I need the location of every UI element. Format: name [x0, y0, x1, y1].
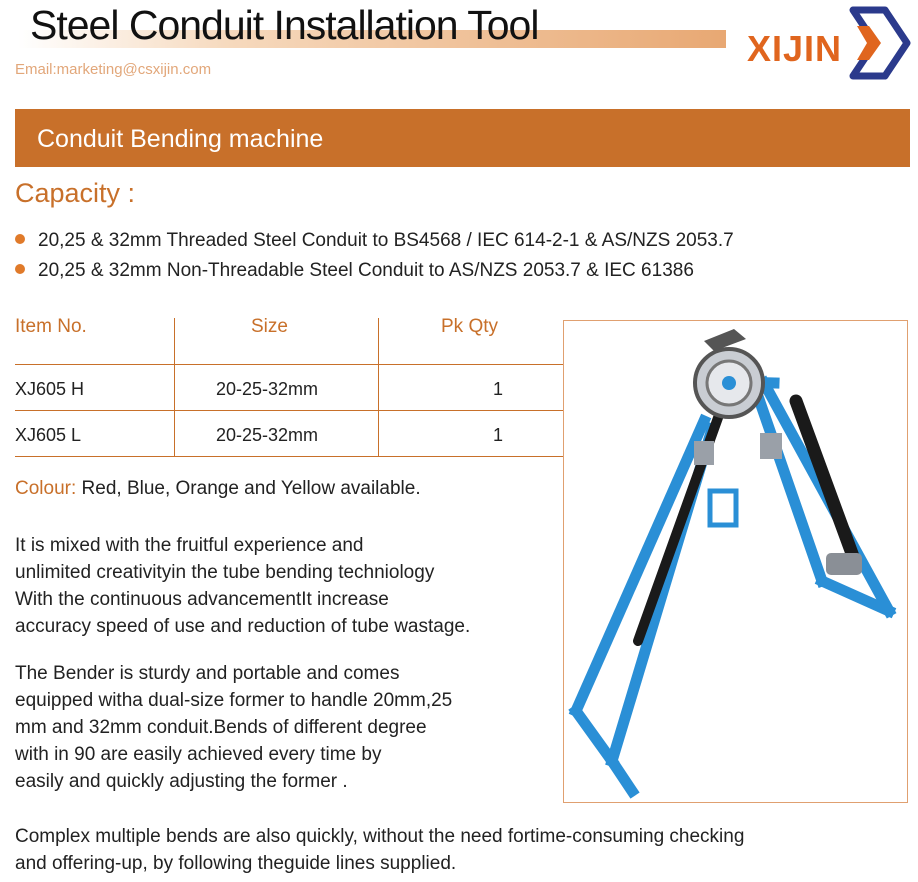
table-bottom-border	[15, 456, 563, 457]
table-cell-pk-qty: 1	[493, 425, 504, 445]
table-cell-size: 20-25-32mm	[216, 379, 319, 399]
table-row-divider	[15, 410, 563, 411]
table-header-item-no: Item No.	[15, 316, 87, 337]
description-paragraph: Complex multiple bends are also quickly, without the need fortime-consuming checking and offering-up, by following theguide lines supplied.	[15, 826, 745, 874]
orange-dot-icon	[15, 234, 25, 244]
section-title: Conduit Bending machine	[37, 125, 324, 153]
conduit-bender-image	[564, 321, 907, 802]
contact-email: Email:marketing@csxijin.com	[15, 61, 212, 78]
table-header-size: Size	[251, 316, 288, 337]
orange-dot-icon	[15, 264, 25, 274]
colour-availability	[15, 478, 421, 500]
description-paragraph: It is mixed with the fruitful experience and unlimited creativityin the tube bending techniology With the continuous advancementIt increase accuracy speed of use and reduction of tube wastage.	[15, 535, 471, 637]
table-column-divider	[174, 318, 175, 456]
chevron-logo-icon	[845, 6, 911, 80]
table-column-divider	[378, 318, 379, 456]
product-photo-frame	[563, 320, 908, 803]
table-cell-item-no: XJ605 L	[15, 425, 82, 445]
capacity-item-text: 20,25 & 32mm Threaded Steel Conduit to BS4568 / IEC 614-2-1 & AS/NZS 2053.7	[38, 230, 734, 251]
description-paragraph: The Bender is sturdy and portable and comes equipped witha dual-size former to handle 20mm,25 mm and 32mm conduit.Bends of different degree with in 90 are easily achieved every time by easily and quickly adjusting the former .	[15, 663, 453, 792]
logo-text: XIJIN	[747, 28, 843, 69]
capacity-item-text: 20,25 & 32mm Non-Threadable Steel Conduit to AS/NZS 2053.7 & IEC 61386	[38, 260, 694, 281]
table-cell-item-no: XJ605 H	[15, 379, 85, 399]
brand-logo	[745, 4, 913, 82]
capacity-item	[15, 260, 694, 282]
page-title: Steel Conduit Installation Tool	[30, 2, 539, 48]
colour-label: Colour:	[15, 478, 77, 499]
section-header-bar	[15, 109, 910, 167]
capacity-heading: Capacity :	[15, 178, 136, 208]
colour-text: Red, Blue, Orange and Yellow available.	[76, 478, 421, 499]
capacity-item	[15, 230, 734, 252]
table-cell-pk-qty: 1	[493, 379, 504, 399]
table-cell-size: 20-25-32mm	[216, 425, 319, 445]
table-header-pk-qty: Pk Qty	[441, 316, 499, 337]
table-header-divider	[15, 364, 563, 365]
